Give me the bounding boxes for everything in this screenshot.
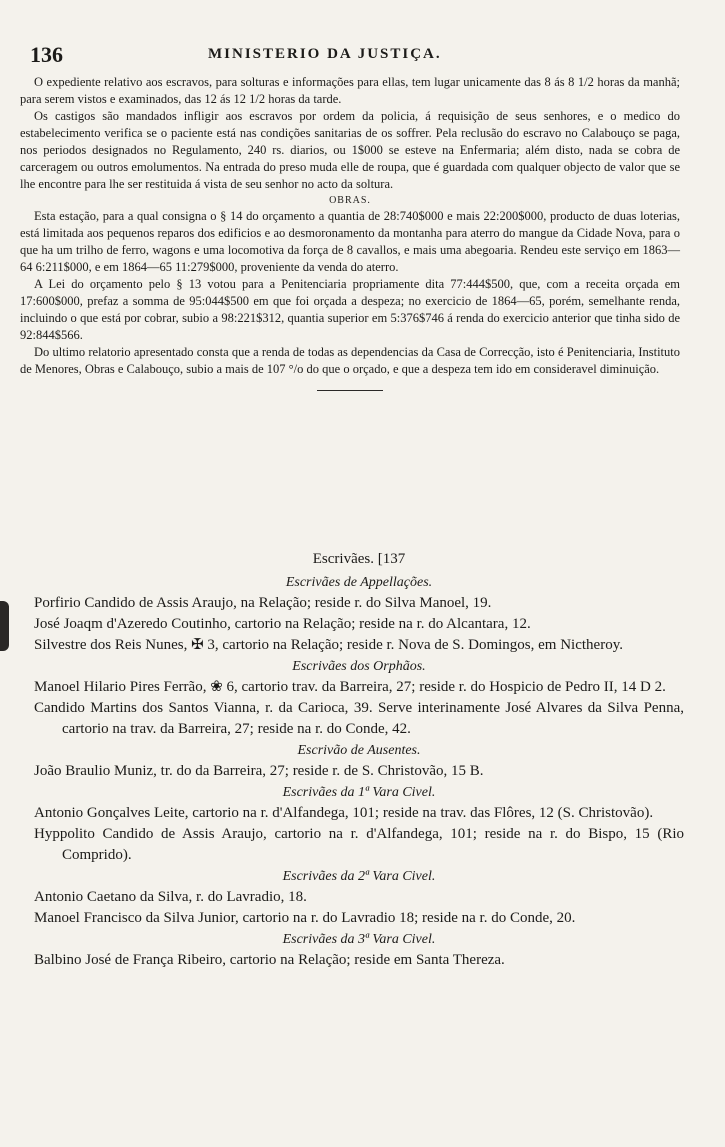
list-item: Candido Martins dos Santos Vianna, r. da Carioca, 39. Serve interinamente José Alvares da Silva Penna, cartorio na trav. da Barreira, 27; reside na r. do Conde, 42.: [34, 700, 684, 737]
paragraph-obras: Esta estação, para a qual consigna o § 14 do orçamento a quantia de 28:740$000 e mais 22:200$000, producto de duas loterias, está limitada aos pequenos reparos dos edificios e ao desmoronamento da montanha para aterro do mangue da Cidade Nova, para o que ha um trilho de ferro, wagons e uma locomotiva da força de 8 cavallos, e mais uma abegoaria. Rendeu este serviço em 1863—64 6:211$000, e em 1864—65 11:279$000, proveniente da venda do aterro.: [20, 209, 680, 274]
list-item: Porfirio Candido de Assis Araujo, na Relação; reside r. do Silva Manoel, 19.: [34, 595, 492, 611]
group-heading-appellacoes: Escrivães de Appellações.: [285, 575, 433, 590]
group-heading-vara-2: Escrivães da 2ª Vara Civel.: [282, 869, 436, 884]
list-item: Silvestre dos Reis Nunes, ✠ 3, cartorio na Relação; reside r. Nova de S. Domingos, em Nictheroy.: [34, 637, 623, 653]
section-divider: [317, 390, 383, 391]
group-heading-vara-3: Escrivães da 3ª Vara Civel.: [282, 932, 436, 947]
list-item: João Braulio Muniz, tr. do da Barreira, 27; reside r. de S. Christovão, 15 B.: [34, 763, 484, 779]
list-item: Manoel Francisco da Silva Junior, cartorio na r. do Lavradio 18; reside na r. do Conde, 20.: [34, 910, 576, 926]
group-heading-vara-1: Escrivães da 1ª Vara Civel.: [282, 785, 436, 800]
running-title: MINISTERIO DA JUSTIÇA.: [208, 46, 442, 62]
paragraph-lei-orcamento: A Lei do orçamento pelo § 13 votou para a Penitenciaria propriamente dita 77:444$500, que, com a receita orçada em 17:600$000, prefaz a somma de 95:044$500 em que foi orçada a despeza; no exercicio de 1864—65, porém, semelhante renda, incluindo o que está por cobrar, subio a 98:221$312, quantia superior em 5:376$746 á renda do exercicio anterior que tinha sido de 92:844$566.: [20, 277, 680, 342]
list-item: Antonio Gonçalves Leite, cartorio na r. d'Alfandega, 101; reside na trav. das Flôres, 12 (S. Christovão).: [34, 805, 654, 821]
list-item: Antonio Caetano da Silva, r. do Lavradio, 18.: [34, 889, 307, 905]
obras-caption: OBRAS.: [329, 195, 371, 206]
paragraph-castigos: Os castigos são mandados infligir aos escravos por ordem da policia, á requisição de seus senhores, e o medico do estabelecimento verifica se o paciente está nas condições sanitarias de os soffrer. Pela reclusão do escravo no Calabouço se paga, nos periodos designados no Regulamento, 240 rs. diarios, ou 1$000 se esteve na Enfermaria; além disto, nada se cobra de carceragem ou outros emolumentos. Na entrada do preso muda elle de roupa, que é guardada com qualquer objecto de valor que se lhe encontre para lhe ser restituida á vista de seu senhor no acto da soltura.: [20, 109, 680, 191]
page-header: [30, 42, 690, 68]
list-item: Manoel Hilario Pires Ferrão, ❀ 6, cartorio trav. da Barreira, 27; reside r. do Hospicio de Pedro II, 14 D 2.: [34, 679, 666, 695]
escrivaes-title: Escrivães. [137: [312, 551, 406, 567]
group-heading-ausentes: Escrivão de Ausentes.: [297, 743, 421, 758]
calabouco-section: [20, 74, 680, 409]
escrivaes-section: [34, 548, 684, 971]
list-item: Balbino José de França Ribeiro, cartorio na Relação; reside em Santa Thereza.: [34, 952, 505, 968]
paragraph-expediente: O expediente relativo aos escravos, para solturas e informações para ellas, tem lugar unicamente das 8 ás 8 1/2 horas da manhã; para serem vistos e examinados, das 12 ás 12 1/2 horas da tarde.: [20, 75, 680, 106]
page-number: 136: [30, 42, 63, 67]
binding-edge-mark: [0, 601, 9, 651]
group-heading-orphaos: Escrivães dos Orphãos.: [292, 659, 426, 674]
list-item: José Joaqm d'Azeredo Coutinho, cartorio na Relação; reside na r. do Alcantara, 12.: [34, 616, 531, 632]
list-item: Hyppolito Candido de Assis Araujo, cartorio na r. d'Alfandega, 101; reside na r. do Bispo, 15 (Rio Comprido).: [34, 826, 684, 863]
paragraph-ultimo-relatorio: Do ultimo relatorio apresentado consta que a renda de todas as dependencias da Casa de Correcção, isto é Penitenciaria, Instituto de Menores, Obras e Calabouço, subio a mais de 107 °/o do que o orçado, e que a despeza tem ido em consideravel diminuição.: [20, 345, 680, 376]
